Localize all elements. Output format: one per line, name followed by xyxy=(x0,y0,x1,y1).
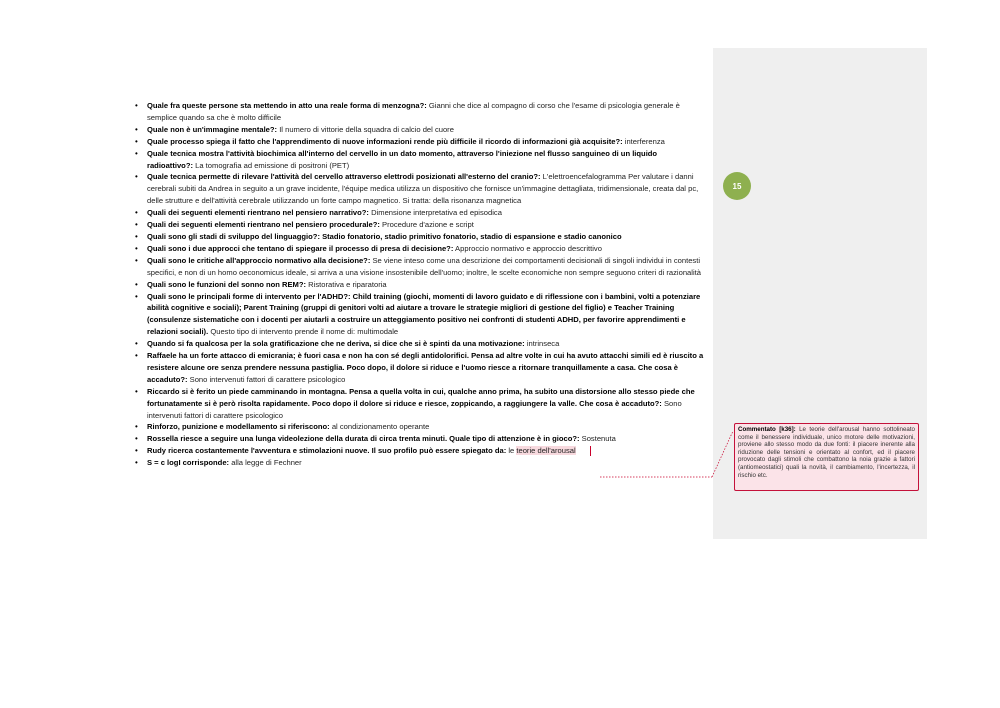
list-item xyxy=(133,338,705,350)
answer-text: Questo tipo di intervento prende il nome di: multimodale xyxy=(208,327,399,337)
answer-text: interferenza xyxy=(622,136,665,146)
answer-text: Il numero di vittorie della squadra di calcio del cuore xyxy=(277,124,454,134)
question-text: Quale tecnica permette di rilevare l'attività del cervello attraverso elettrodi posizionati all'esterno del cranio?: xyxy=(147,172,541,182)
answer-text: Gianni che dice al compagno di corso che l'esame di psicologia generale è semplice quando sa che è molto difficile xyxy=(147,101,680,122)
list-item xyxy=(133,279,705,291)
question-answer-list xyxy=(133,100,705,469)
answer-text: Dimensione interpretativa ed episodica xyxy=(368,208,502,218)
question-text: Quale fra queste persone sta mettendo in atto una reale forma di menzogna?: xyxy=(147,101,427,110)
answer-text: Ristorativa e riparatoria xyxy=(306,279,387,289)
list-item xyxy=(133,231,705,243)
list-item xyxy=(133,136,705,148)
list-item xyxy=(133,386,705,422)
question-text: Rudy ricerca costantemente l'avventura e stimolazioni nuove. Il suo profilo può essere spiegato da: xyxy=(147,446,507,456)
list-item xyxy=(133,207,705,219)
question-text: Quali sono gli stadi di sviluppo del linguaggio?: Stadio fonatorio, stadio primitivo fonatorio, stadio di espansione e stadio canonico xyxy=(147,231,622,241)
list-item xyxy=(133,171,705,207)
answer-text: al condizionamento operante xyxy=(329,422,430,432)
comment-text: Le teorie dell'arousal hanno sottolineato come il benessere individuale, unico motore delle motivazioni, proviene allo stesso modo da due fonti: il piacere inerente alla riduzione delle tensioni e orientato al confort, ed il piacere provocato dagli stimoli che combattono la noia grazie a fattori (antiomeostatici) quali la novità, il cambiamento, l'incertezza, il rischio etc. xyxy=(738,426,915,479)
question-text: S = c logI corrisponde: xyxy=(147,458,230,468)
answer-text: alla legge di Fechner xyxy=(229,458,302,468)
list-item xyxy=(133,148,705,172)
question-text: Quali sono i due approcci che tentano di spiegare il processo di presa di decisione?: xyxy=(147,243,454,253)
comment-title: Commentato [k36]: xyxy=(738,426,796,433)
question-text: Quali dei seguenti elementi rientrano nel pensiero narrativo?: xyxy=(147,208,369,218)
question-text: Rossella riesce a seguire una lunga videolezione della durata di circa trenta minuti. Quale tipo di attenzione è in gioco?: xyxy=(147,434,580,444)
question-text: Quali sono le principali forme di intervento per l'ADHD?: Child training (giochi, momenti di lavoro guidato e di riflessione con i bambini, volti a potenziare abilità cognitive e sociali); Parent Training (gruppi di genitori volti ad aiutare a trovare le strategie migliori di gestione del figlio) e Teacher Training (consulenze sistematiche con i docenti per aiutarli a costruire un atteggiamento positivo nei confronti di studenti ADHD, per favorire apprendimenti e relazioni sociali). xyxy=(147,291,701,337)
answer-text: Se viene inteso come una descrizione dei comportamenti decisionali di singoli individui in contesti specifici, e non di un homo oeconomicus ideale, si arriva a una visione insostenibile dell'uomo; inoltre, le scelte economiche non sempre seguono criteri di razionalità xyxy=(147,255,701,277)
answer-text: L'elettroencefalogramma Per valutare i danni cerebrali subiti da Andrea in seguito a un grave incidente, l'équipe medica utilizza un dispositivo che fornisce un'immagine dettagliata, tridimensionale, creata dal pc, delle strutture e dell'attività cerebrale utilizzando un forte campo magnetico. Si tratta: della risonanza magnetica xyxy=(147,172,699,206)
answer-text: intrinseca xyxy=(524,339,560,349)
list-item xyxy=(133,243,705,255)
question-text: Quale tecnica mostra l'attività biochimica all'interno del cervello in un dato momento, attraverso l'iniezione nel flusso sanguineo di un liquido radioattivo?: xyxy=(147,148,658,170)
question-text: Quali sono le funzioni del sonno non REM?: xyxy=(147,279,307,289)
answer-text: le xyxy=(506,446,517,456)
list-item xyxy=(133,350,705,386)
question-text: Quando si fa qualcosa per la sola gratificazione che ne deriva, si dice che si è spinti da una motivazione: xyxy=(147,339,525,349)
question-text: Raffaele ha un forte attacco di emicrania; è fuori casa e non ha con sé degli antidolorifici. Pensa ad altre volte in cui ha avuto attacchi simili ed è riuscito a resistere alcune ore senza prendere nessuna pastiglia. Poco dopo, il dolore si riduce e l'uomo riesce a ritornare tranquillamente a casa. Che cosa è accaduto?: xyxy=(147,351,704,384)
list-item xyxy=(133,100,705,124)
comment-balloon[interactable] xyxy=(734,423,919,491)
answer-text: Procedure d'azione e script xyxy=(379,220,474,230)
list-item xyxy=(133,457,705,469)
answer-text: Sostenuta xyxy=(579,434,616,444)
list-item xyxy=(133,433,705,445)
answer-text: Approccio normativo e approccio descrittivo xyxy=(453,243,602,253)
question-text: Riccardo si è ferito un piede camminando in montagna. Pensa a quella volta in cui, qualche anno prima, ha subito una distorsione allo stesso piede che fortunatamente si è però risolta rapidamente. Poco dopo il dolore si riduce e riesce, zoppicando, a raggiungere la valle. Che cosa è accaduto?: xyxy=(147,386,695,408)
answer-text: La tomografia ad emissione di positroni (PET) xyxy=(193,160,350,170)
list-item xyxy=(133,291,705,339)
list-item xyxy=(133,421,705,433)
question-text: Quali dei seguenti elementi rientrano nel pensiero procedurale?: xyxy=(147,220,380,230)
page-number-badge: 15 xyxy=(723,172,751,200)
answer-text: Sono intervenuti fattori di carattere psicologico xyxy=(147,398,682,420)
question-text: Quali sono le critiche all'approccio normativo alla decisione?: xyxy=(147,255,371,265)
list-item xyxy=(133,445,705,457)
commented-highlight[interactable]: teorie dell'arousal xyxy=(516,446,576,456)
list-item xyxy=(133,219,705,231)
question-text: Quale non è un'immagine mentale?: xyxy=(147,124,278,134)
comment-anchor-marker xyxy=(590,446,591,456)
list-item xyxy=(133,124,705,136)
question-text: Rinforzo, punizione e modellamento si riferiscono: xyxy=(147,422,330,432)
list-item xyxy=(133,255,705,279)
answer-text: Sono intervenuti fattori di carattere psicologico xyxy=(187,374,346,384)
question-text: Quale processo spiega il fatto che l'apprendimento di nuove informazioni rende più difficile il ricordo di informazioni già acquisite?: xyxy=(147,136,623,146)
